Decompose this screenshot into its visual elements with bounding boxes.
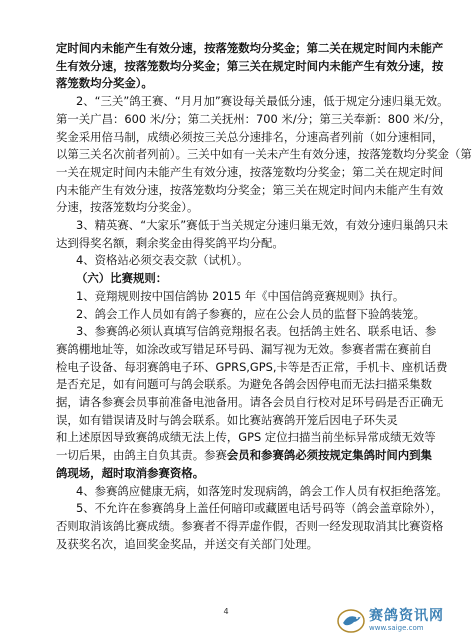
text-line: 据，请各参赛会员事前准备电池备用。请各会员自行校对足环号码是否正确无 [56, 395, 444, 409]
page-number: 4 [223, 607, 229, 616]
text-line: 1、竞翔规则按中国信鸽协 2015 年《中国信鸽竞赛规则》执行。 [76, 288, 405, 303]
text-line: 及获奖名次，追回奖金奖品，并送交有关部门处理。 [56, 536, 318, 551]
text-line: 2、“三关”鸽王赛、“月月加”赛设每关最低分速，低于规定分速归巢无效。 [76, 94, 449, 109]
text-line: 3、精英赛、“大家乐”赛低于当关规定分速归巢无效，有效分速归巢鸽只未 [76, 218, 449, 232]
text-line: 4、参赛鸽应健康无病，如落笼时发现病鸽，鸽会工作人员有权拒绝落笼。 [76, 483, 448, 498]
text-line: 内未能产生有效分速，按落笼数均分奖金；第三关在规定时间内未能产生有效 [56, 182, 444, 197]
text-line-bold: 会员和参赛鸽必须按规定集鸽时间内到集 [226, 448, 432, 463]
text-line [56, 447, 432, 463]
text-line: 赛鸽棚地址等，如涂改或写错足环号码、漏写视为无效。参赛者需在赛前自 [56, 341, 432, 356]
pigeon-logo-icon [336, 608, 366, 634]
text-line: （六）比赛规则： [76, 271, 168, 286]
watermark [336, 608, 444, 634]
watermark-name: 赛鸽资讯网 [369, 608, 444, 624]
text-line: 生有效分速，按落笼数均分奖金；第三关在规定时间内未能产生有效分速，按 [56, 58, 444, 73]
text-line: 和上述原因导致赛鸽成绩无法上传，GPS 定位扫描当前坐标异常成绩无效等 [56, 430, 436, 445]
text-line: 奖金采用倍马制，成绩必须按三关总分速排名，分速高者列前（如分速相同， [56, 129, 444, 144]
text-line-plain: 一切后果，由鸽主自负其责。参赛 [56, 448, 227, 463]
text-line: 第一关广昌：600 米/分；第二关抚州：700 米/分；第三关奉新：800 米/分， [56, 111, 452, 126]
text-line: 落笼数均分奖金）。 [56, 76, 153, 91]
text-line: 达到得奖名额，剩余奖金由得奖鸽平均分配。 [56, 235, 284, 250]
text-line: 否则取消该鸽比赛成绩。参赛者不得弄虚作假，否则一经发现取消其比赛资格 [56, 518, 444, 533]
text-line: 定时间内未能产生有效分速，按落笼数均分奖金；第二关在规定时间内未能产 [56, 41, 444, 55]
text-line: 分速，按落笼数均分奖金）。 [56, 200, 199, 215]
text-line: 以第三关名次前者列前）。三关中如有一关未产生有效分速，按落笼数均分奖金（第 [56, 147, 472, 162]
text-line: 是否充足，如有问题可与鸽会联系。为避免各鸽会因停电而无法扫描采集数 [56, 377, 432, 392]
watermark-url: www.saige.com [369, 624, 424, 632]
text-line: 3、参赛鸽必须认真填写信鸽竞翔报名表。包括鸽主姓名、联系电话、参 [76, 324, 437, 339]
text-line: 误，如有错误请及时与鸽会联系。如比赛站赛鸽开笼后因电子环失灵 [56, 412, 398, 427]
text-line: 2、鸽会工作人员如有鸽子参赛的，应在公会人员的监督下验鸽装笼。 [76, 306, 425, 321]
text-line: 检电子设备、每羽赛鸽电子环、GPRS,GPS,卡等是否正常，手机卡、座机话费 [56, 359, 448, 374]
text-line: 一关在规定时间内未能产生有效分速，按落笼数均分奖金；第二关在规定时间 [56, 164, 444, 179]
text-line: 5、不允许在参赛鸽身上盖任何暗印或藏匿电话号码等（鸽会盖章除外）， [76, 501, 443, 516]
text-line: 鸽现场，超时取消参赛资格。 [56, 465, 205, 480]
text-line: 4、资格站必须交表交款（试机）。 [76, 253, 249, 268]
